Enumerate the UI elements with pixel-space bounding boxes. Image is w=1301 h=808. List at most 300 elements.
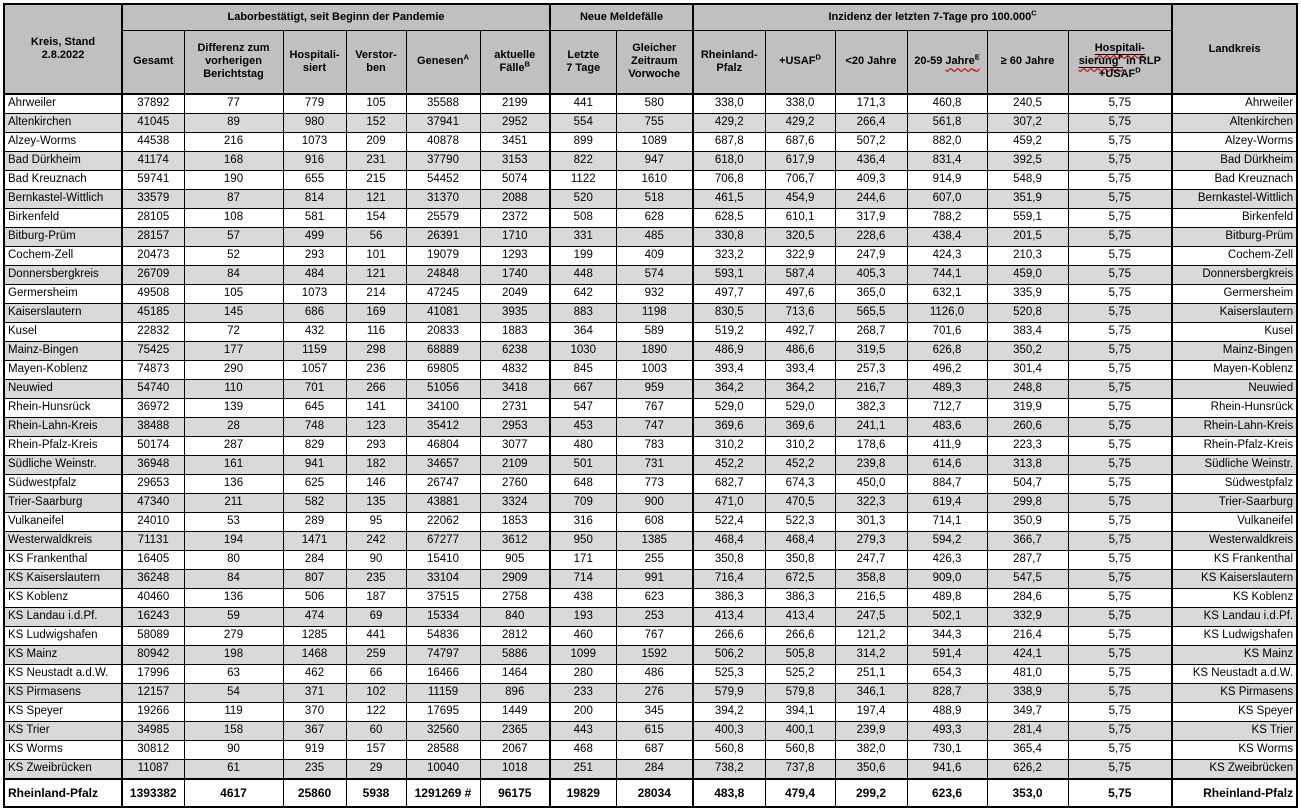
kreis-cell: Bitburg-Prüm [4,228,122,247]
value-cell: 26709 [122,266,184,285]
value-cell: 29653 [122,475,184,494]
value-cell: 323,2 [693,247,765,266]
letzte-line2: 7 Tage [566,61,601,74]
landkreis-cell: KS Zweibrücken [1172,760,1297,780]
value-cell: 589 [616,323,693,342]
kreis-cell: Bernkastel-Wittlich [4,190,122,209]
table-header [4,4,1297,94]
value-cell: 141 [346,399,406,418]
value-cell: 87 [184,190,283,209]
value-cell: 281,4 [987,722,1068,741]
kreis-cell: Südwestpfalz [4,475,122,494]
value-cell: 369,6 [765,418,835,437]
value-cell: 5,75 [1068,589,1172,608]
value-cell: 171 [550,551,616,570]
value-cell: 2372 [480,209,550,228]
value-cell: 29 [346,760,406,780]
kreis-cell: Rheinland-Pfalz [4,779,122,807]
value-cell: 197,4 [835,703,907,722]
col-header-gesamt: Gesamt [122,30,184,94]
value-cell: 5,75 [1068,703,1172,722]
value-cell: 393,4 [693,361,765,380]
value-cell: 26391 [406,228,480,247]
value-cell: 36248 [122,570,184,589]
value-cell: 625 [283,475,346,494]
value-cell: 152 [346,114,406,133]
value-cell: 448 [550,266,616,285]
value-cell: 502,1 [907,608,987,627]
value-cell: 654,3 [907,665,987,684]
value-cell: 1464 [480,665,550,684]
value-cell: 260,6 [987,418,1068,437]
usaf-label: +USAF [779,55,816,68]
total-row [4,779,1297,807]
value-cell: 41174 [122,152,184,171]
value-cell: 198 [184,646,283,665]
value-cell: 779 [283,94,346,114]
value-cell: 251 [550,760,616,780]
value-cell: 371 [283,684,346,703]
value-cell: 108 [184,209,283,228]
value-cell: 648 [550,475,616,494]
value-cell: 5,75 [1068,456,1172,475]
value-cell: 450,0 [835,475,907,494]
value-cell: 332,9 [987,608,1068,627]
value-cell: 5,75 [1068,171,1172,190]
value-cell: 5,75 [1068,551,1172,570]
value-cell: 43881 [406,494,480,513]
value-cell: 37515 [406,589,480,608]
table-row [4,570,1297,589]
value-cell: 231 [346,152,406,171]
value-cell: 266,4 [835,114,907,133]
landkreis-cell: Bad Kreuznach [1172,171,1297,190]
value-cell: 561,8 [907,114,987,133]
value-cell: 5,75 [1068,570,1172,589]
value-cell: 136 [184,589,283,608]
kreis-cell: Alzey-Worms [4,133,122,152]
value-cell: 429,2 [765,114,835,133]
col-header-hospitalisiert [283,30,346,94]
value-cell: 547,5 [987,570,1068,589]
value-cell: 393,4 [765,361,835,380]
value-cell: 525,3 [693,665,765,684]
value-cell: 1853 [480,513,550,532]
table-row [4,532,1297,551]
footnote-e: E [974,52,980,62]
value-cell: 413,4 [765,608,835,627]
value-cell: 3451 [480,133,550,152]
value-cell: 369,6 [693,418,765,437]
value-cell: 900 [616,494,693,513]
value-cell: 443 [550,722,616,741]
value-cell: 453 [550,418,616,437]
value-cell: 178,6 [835,437,907,456]
value-cell: 941 [283,456,346,475]
col-header-ab-60: ≥ 60 Jahre [987,30,1068,94]
value-cell: 392,5 [987,152,1068,171]
value-cell: 413,4 [693,608,765,627]
value-cell: 459,2 [987,133,1068,152]
value-cell: 468 [550,741,616,760]
value-cell: 90 [184,741,283,760]
value-cell: 20833 [406,323,480,342]
value-cell: 2731 [480,399,550,418]
value-cell: 5,75 [1068,532,1172,551]
value-cell: 547 [550,399,616,418]
rlp-line1: Rheinland- [700,48,758,61]
landkreis-cell: Mainz-Bingen [1172,342,1297,361]
table-row [4,152,1297,171]
value-cell: 349,7 [987,703,1068,722]
value-cell: 1393382 [122,779,184,807]
value-cell: 121 [346,266,406,285]
value-cell: 1449 [480,703,550,722]
value-cell: 223,3 [987,437,1068,456]
kreis-cell: Trier-Saarburg [4,494,122,513]
value-cell: 19079 [406,247,480,266]
value-cell: 5,75 [1068,741,1172,760]
value-cell: 211 [184,494,283,513]
kreis-cell: Ahrweiler [4,94,122,114]
value-cell: 628,5 [693,209,765,228]
value-cell: 394,2 [693,703,765,722]
value-cell: 5938 [346,779,406,807]
value-cell: 831,4 [907,152,987,171]
value-cell: 738,2 [693,760,765,780]
value-cell: 582 [283,494,346,513]
value-cell: 438 [550,589,616,608]
value-cell: 484 [283,266,346,285]
landkreis-cell: Trier-Saarburg [1172,494,1297,513]
hospitalisierung-link[interactable] [1078,52,1124,68]
value-cell: 63 [184,665,283,684]
value-cell: 1030 [550,342,616,361]
value-cell: 507,2 [835,133,907,152]
value-cell: 529,0 [765,399,835,418]
value-cell: 353,0 [987,779,1068,807]
kreis-cell: Rhein-Lahn-Kreis [4,418,122,437]
value-cell: 3153 [480,152,550,171]
value-cell: 28 [184,418,283,437]
value-cell: 470,5 [765,494,835,513]
value-cell: 31370 [406,190,480,209]
value-cell: 239,9 [835,722,907,741]
kreis-cell: Rhein-Pfalz-Kreis [4,437,122,456]
value-cell: 822 [550,152,616,171]
value-cell: 731 [616,456,693,475]
col-header-usaf [765,30,835,94]
landkreis-cell: Bad Dürkheim [1172,152,1297,171]
value-cell: 122 [346,703,406,722]
value-cell: 400,1 [765,722,835,741]
value-cell: 468,4 [765,532,835,551]
value-cell: 242 [346,532,406,551]
kreis-cell: Mayen-Koblenz [4,361,122,380]
value-cell: 617,9 [765,152,835,171]
value-cell: 41045 [122,114,184,133]
value-cell: 38488 [122,418,184,437]
value-cell: 136 [184,475,283,494]
value-cell: 22832 [122,323,184,342]
kreis-cell: KS Trier [4,722,122,741]
value-cell: 199 [550,247,616,266]
value-cell: 80942 [122,646,184,665]
value-cell: 610,1 [765,209,835,228]
landkreis-cell: Neuwied [1172,380,1297,399]
kreis-cell: KS Worms [4,741,122,760]
kreis-cell: Neuwied [4,380,122,399]
value-cell: 68889 [406,342,480,361]
value-cell: 706,7 [765,171,835,190]
kreis-cell: Vulkaneifel [4,513,122,532]
value-cell: 581 [283,209,346,228]
col-header-differenz: Differenz zum vorherigen Berichtstag [184,30,283,94]
value-cell: 350,9 [987,513,1068,532]
value-cell: 520 [550,190,616,209]
value-cell: 5,75 [1068,399,1172,418]
jahre2059-word: Jahre [945,55,975,68]
value-cell: 496,2 [907,361,987,380]
value-cell: 177 [184,342,283,361]
value-cell: 1890 [616,342,693,361]
value-cell: 215 [346,171,406,190]
value-cell: 619,4 [907,494,987,513]
value-cell: 35588 [406,94,480,114]
value-cell: 788,2 [907,209,987,228]
footnote-a: A [463,52,469,62]
landkreis-cell: Bitburg-Prüm [1172,228,1297,247]
table-row [4,399,1297,418]
value-cell: 2812 [480,627,550,646]
value-cell: 5,75 [1068,494,1172,513]
value-cell: 489,8 [907,589,987,608]
table-row [4,418,1297,437]
hospitalisierung-usaf: +USAF [1098,68,1136,81]
value-cell: 899 [550,133,616,152]
value-cell: 11087 [122,760,184,780]
value-cell: 320,5 [765,228,835,247]
value-cell: 480 [550,437,616,456]
value-cell: 504,7 [987,475,1068,494]
value-cell: 22062 [406,513,480,532]
value-cell: 5,75 [1068,228,1172,247]
landkreis-cell: KS Mainz [1172,646,1297,665]
value-cell: 289 [283,513,346,532]
value-cell: 74873 [122,361,184,380]
value-cell: 236 [346,361,406,380]
value-cell: 618,0 [693,152,765,171]
value-cell: 400,3 [693,722,765,741]
value-cell: 317,9 [835,209,907,228]
value-cell: 701 [283,380,346,399]
value-cell: 565,5 [835,304,907,323]
value-cell: 266 [346,380,406,399]
value-cell: 77 [184,94,283,114]
value-cell: 424,3 [907,247,987,266]
value-cell: 350,8 [693,551,765,570]
value-cell: 40878 [406,133,480,152]
value-cell: 642 [550,285,616,304]
table-row [4,703,1297,722]
value-cell: 34657 [406,456,480,475]
value-cell: 623 [616,589,693,608]
value-cell: 1468 [283,646,346,665]
value-cell: 350,2 [987,342,1068,361]
aktuelle-line2: Fälle [499,61,525,74]
value-cell: 301,4 [987,361,1068,380]
value-cell: 17695 [406,703,480,722]
value-cell: 193 [550,608,616,627]
value-cell: 1883 [480,323,550,342]
value-cell: 519,2 [693,323,765,342]
header-group-row [4,4,1297,30]
footnote-d: D [815,52,821,62]
table-row [4,684,1297,703]
value-cell: 755 [616,114,693,133]
value-cell: 2199 [480,94,550,114]
table-row [4,456,1297,475]
value-cell: 28157 [122,228,184,247]
value-cell: 626,2 [987,760,1068,780]
table-row [4,171,1297,190]
kreis-cell: KS Neustadt a.d.W. [4,665,122,684]
value-cell: 579,8 [765,684,835,703]
footnote-b: B [524,59,530,69]
value-cell: 216,4 [987,627,1068,646]
table-row [4,361,1297,380]
table-row [4,513,1297,532]
value-cell: 2953 [480,418,550,437]
value-cell: 251,1 [835,665,907,684]
table-row [4,323,1297,342]
landkreis-cell: KS Kaiserslautern [1172,570,1297,589]
value-cell: 299,8 [987,494,1068,513]
table-row [4,741,1297,760]
value-cell: 364,2 [693,380,765,399]
value-cell: 3324 [480,494,550,513]
value-cell: 614,6 [907,456,987,475]
value-cell: 59741 [122,171,184,190]
value-cell: 24848 [406,266,480,285]
kreis-cell: KS Frankenthal [4,551,122,570]
value-cell: 884,7 [907,475,987,494]
value-cell: 560,8 [765,741,835,760]
value-cell: 483,8 [693,779,765,807]
table-row [4,608,1297,627]
landkreis-cell: Cochem-Zell [1172,247,1297,266]
value-cell: 123 [346,418,406,437]
table-row [4,437,1297,456]
value-cell: 5,75 [1068,190,1172,209]
value-cell: 1003 [616,361,693,380]
value-cell: 409 [616,247,693,266]
value-cell: 319,5 [835,342,907,361]
value-cell: 1089 [616,133,693,152]
hospitalisierung-in-rlp: in RLP [1123,55,1161,68]
verstorben-line1: Verstor- [355,48,397,61]
genesen-label: Genesen [417,55,464,68]
value-cell: 882,0 [907,133,987,152]
kreis-cell: Westerwaldkreis [4,532,122,551]
covid-kreis-table [3,3,1298,808]
col-header-letzte-7-tage [550,30,616,94]
value-cell: 5,75 [1068,627,1172,646]
landkreis-cell: Birkenfeld [1172,209,1297,228]
value-cell: 508 [550,209,616,228]
value-cell: 506 [283,589,346,608]
value-cell: 2760 [480,475,550,494]
value-cell: 5,75 [1068,247,1172,266]
value-cell: 350,8 [765,551,835,570]
value-cell: 909,0 [907,570,987,589]
value-cell: 247,5 [835,608,907,627]
value-cell: 293 [283,247,346,266]
value-cell: 37941 [406,114,480,133]
value-cell: 60 [346,722,406,741]
value-cell: 287,7 [987,551,1068,570]
value-cell: 121 [346,190,406,209]
value-cell: 645 [283,399,346,418]
value-cell: 5,75 [1068,361,1172,380]
value-cell: 845 [550,361,616,380]
value-cell: 358,8 [835,570,907,589]
kreis-cell: KS Landau i.d.Pf. [4,608,122,627]
value-cell: 30812 [122,741,184,760]
value-cell: 501 [550,456,616,475]
value-cell: 411,9 [907,437,987,456]
value-cell: 672,5 [765,570,835,589]
value-cell: 426,3 [907,551,987,570]
kreis-cell: KS Koblenz [4,589,122,608]
kreis-cell: Germersheim [4,285,122,304]
landkreis-cell: Alzey-Worms [1172,133,1297,152]
col-header-rheinland-pfalz [693,30,765,94]
value-cell: 26747 [406,475,480,494]
value-cell: 386,3 [693,589,765,608]
value-cell: 319,9 [987,399,1068,418]
value-cell: 767 [616,627,693,646]
value-cell: 49508 [122,285,184,304]
kreis-cell: Cochem-Zell [4,247,122,266]
value-cell: 279 [184,627,283,646]
value-cell: 518 [616,190,693,209]
spellcheck-squiggle [945,52,980,68]
kreis-cell: Kaiserslautern [4,304,122,323]
value-cell: 5,75 [1068,342,1172,361]
value-cell: 216,5 [835,589,907,608]
value-cell: 351,9 [987,190,1068,209]
value-cell: 522,3 [765,513,835,532]
value-cell: 331 [550,228,616,247]
value-cell: 187 [346,589,406,608]
value-cell: 5,75 [1068,722,1172,741]
value-cell: 139 [184,399,283,418]
value-cell: 714,1 [907,513,987,532]
value-cell: 105 [346,94,406,114]
landkreis-cell: KS Koblenz [1172,589,1297,608]
value-cell: 190 [184,171,283,190]
value-cell: 828,7 [907,684,987,703]
value-cell: 560,8 [693,741,765,760]
value-cell: 257,3 [835,361,907,380]
value-cell: 5,75 [1068,665,1172,684]
value-cell: 69 [346,608,406,627]
kreis-cell: Kusel [4,323,122,342]
value-cell: 253 [616,608,693,627]
value-cell: 773 [616,475,693,494]
landkreis-cell: Ahrweiler [1172,94,1297,114]
